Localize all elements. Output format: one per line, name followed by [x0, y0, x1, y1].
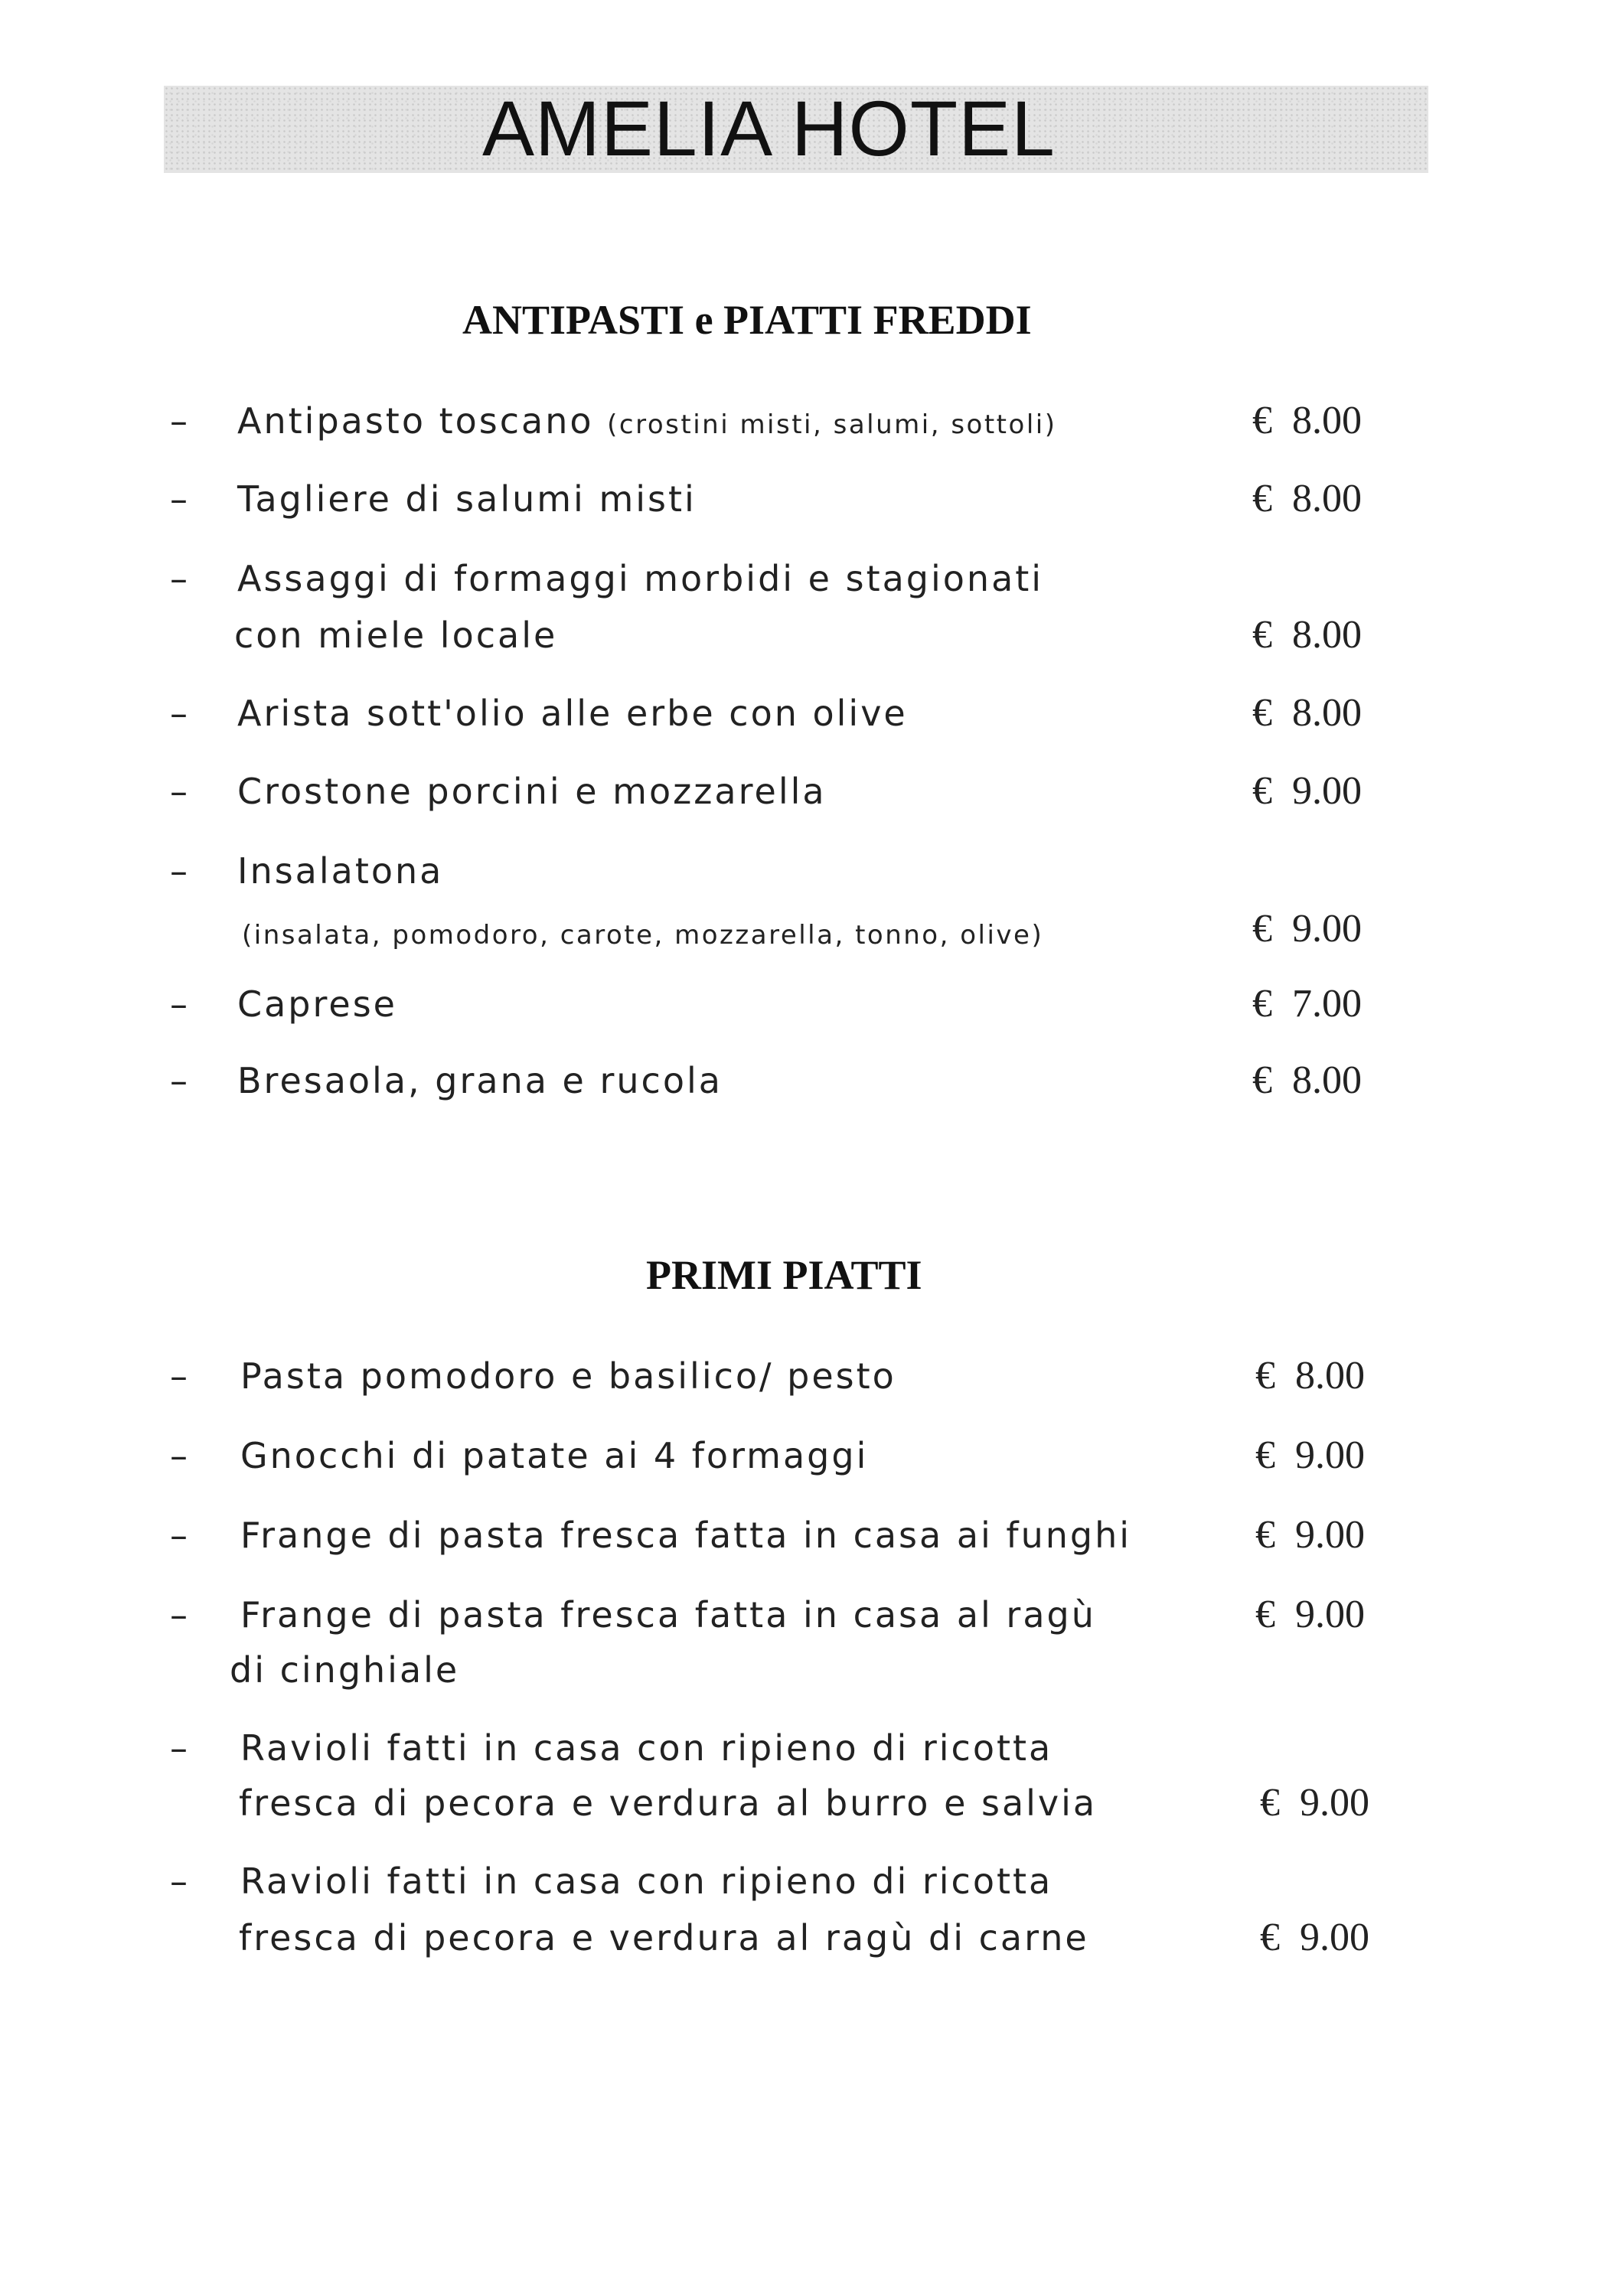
item-dash: –: [170, 693, 188, 734]
item-dash: –: [170, 1727, 188, 1769]
item-price: € 9.00: [1255, 1513, 1365, 1557]
item-price: € 9.00: [1260, 1781, 1369, 1825]
item-name: Frange di pasta fresca fatta in casa al ragù: [240, 1594, 1096, 1636]
item-note: (crostini misti, salumi, sottoli): [607, 409, 1057, 440]
item-price: € 9.00: [1255, 1593, 1365, 1636]
item-price: € 8.00: [1252, 613, 1362, 657]
item-dash: –: [170, 478, 188, 520]
item-name: Bresaola, grana e rucola: [237, 1060, 723, 1101]
item-dash: –: [170, 1435, 188, 1476]
section-title-primi: PRIMI PIATTI: [646, 1252, 922, 1298]
section-title-antipasti: ANTIPASTI e PIATTI FREDDI: [462, 297, 1032, 343]
item-dash: –: [170, 1594, 188, 1636]
item-dash: –: [170, 400, 188, 442]
item-dash: –: [170, 558, 188, 599]
item-name: Gnocchi di patate ai 4 formaggi: [240, 1435, 869, 1476]
item-price: € 9.00: [1252, 907, 1362, 951]
item-price: € 9.00: [1260, 1916, 1369, 1959]
item-name: Caprese: [237, 983, 397, 1025]
item-price: € 9.00: [1255, 1433, 1365, 1477]
item-price: € 8.00: [1255, 1354, 1365, 1397]
item-name-line2: fresca di pecora e verdura al burro e salvia: [239, 1782, 1098, 1824]
item-name-line2: (insalata, pomodoro, carote, mozzarella, tonno, olive): [242, 920, 1044, 951]
item-name: Frange di pasta fresca fatta in casa ai funghi: [240, 1515, 1132, 1556]
item-dash: –: [170, 1515, 188, 1556]
item-name-line2: fresca di pecora e verdura al ragù di carne: [239, 1917, 1089, 1958]
item-name: Crostone porcini e mozzarella: [237, 771, 827, 812]
item-name: Antipasto toscano: [237, 400, 594, 442]
item-price: € 8.00: [1252, 691, 1362, 735]
item-name: Arista sott'olio alle erbe con olive: [237, 693, 908, 734]
item-dash: –: [170, 1861, 188, 1902]
item-name: Insalatona: [237, 850, 444, 892]
item-name: Ravioli fatti in casa con ripieno di ricotta: [240, 1727, 1053, 1769]
item-price: € 9.00: [1252, 769, 1362, 813]
item-price: € 8.00: [1252, 1058, 1362, 1102]
item-name-line2: con miele locale: [234, 615, 558, 656]
item-name-line2: di cinghiale: [230, 1649, 460, 1691]
item-dash: –: [170, 983, 188, 1025]
item-price: € 7.00: [1252, 982, 1362, 1026]
item-price: € 8.00: [1252, 477, 1362, 520]
item-dash: –: [170, 1355, 188, 1397]
item-dash: –: [170, 850, 188, 892]
item-dash: –: [170, 1060, 188, 1101]
item-name: Ravioli fatti in casa con ripieno di ricotta: [240, 1861, 1053, 1902]
item-price: € 8.00: [1252, 399, 1362, 442]
item-dash: –: [170, 771, 188, 812]
item-name: Assaggi di formaggi morbidi e stagionati: [237, 558, 1044, 599]
item-name: Pasta pomodoro e basilico/ pesto: [240, 1355, 896, 1397]
item-name: Tagliere di salumi misti: [237, 478, 697, 520]
hotel-title: AMELIA HOTEL: [482, 85, 1056, 172]
